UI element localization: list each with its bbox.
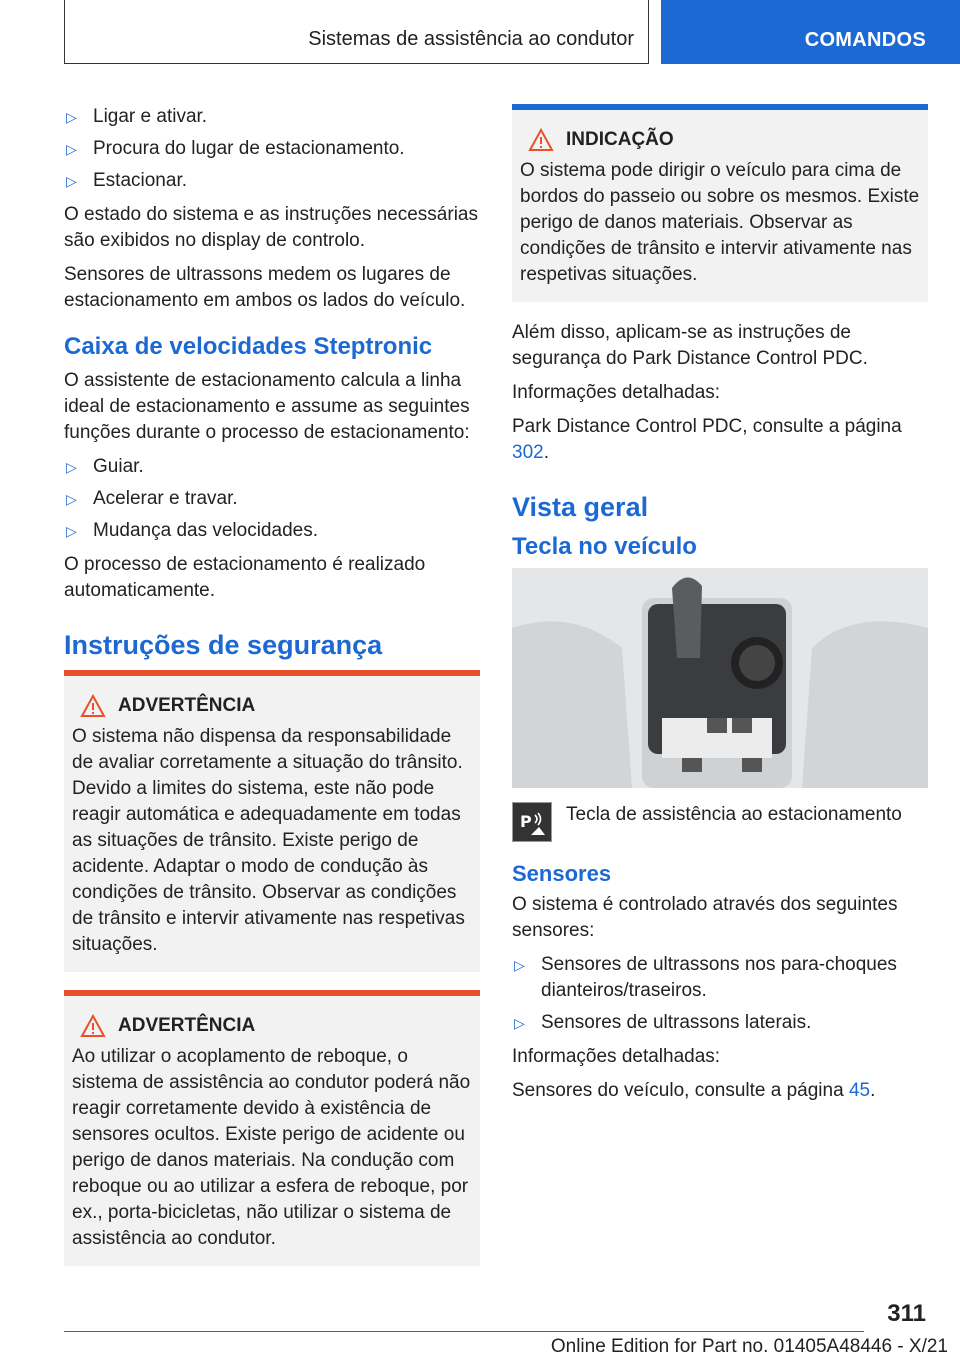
footer-edition: Online Edition for Part no. 01405A48446 - X/21 (550, 1336, 948, 1357)
bullet-list-steps (64, 104, 480, 194)
list-item: ▷ Acelerar e travar. (64, 486, 480, 512)
warning-title: ADVERTÊNCIA (118, 695, 256, 716)
triangle-bullet-icon: ▷ (66, 109, 77, 125)
console-photo (512, 568, 928, 788)
bullet-list-sensors (512, 952, 928, 1036)
warning-text: Ao utilizar o acoplamento de reboque, o sistema de assistência ao condutor poderá não reagir corretamente devido à existência de sensores ocultos. Existe perigo de acidente ou perigo de danos materiais. Na condução com reboque ou ao utilizar a esfera de reboque, por ex., porta-bicicletas, não utilizar o sistema de assistência ao condutor. (72, 1046, 471, 1249)
svg-text:P: P (520, 812, 532, 831)
list-item: ▷ Guiar. (64, 454, 480, 480)
paragraph: Sensores do veículo, consulte a página 45. (512, 1080, 876, 1101)
triangle-bullet-icon: ▷ (66, 491, 77, 507)
warning-box (64, 990, 480, 1266)
warning-box (64, 670, 480, 972)
paragraph: Além disso, aplicam-se as instruções de segurança do Park Distance Control PDC. (512, 322, 868, 369)
heading-steptronic: Caixa de velocidades Steptronic (64, 333, 433, 360)
paragraph: Sensores de ultrassons medem os lugares de estacionamento em ambos os lados do veículo. (64, 264, 466, 311)
heading-button: Tecla no veículo (512, 533, 697, 560)
list-item: ▷ Sensores de ultrassons nos para-choques dianteiros/traseiros. (514, 954, 897, 1001)
park-assist-button-icon (512, 802, 552, 842)
center-console-illustration (512, 568, 928, 788)
paragraph: Informações detalhadas: (512, 1046, 721, 1067)
page-number: 311 (887, 1300, 926, 1327)
caption (512, 802, 928, 842)
paragraph: O assistente de estacionamento calcula a linha ideal de estacionamento e assume as seguintes funções durante o processo de estacionamento: (64, 370, 470, 443)
heading-overview: Vista geral (512, 492, 649, 522)
warning-title: ADVERTÊNCIA (118, 1015, 256, 1036)
header-section-box (64, 0, 649, 64)
paragraph: Park Distance Control PDC, consulte a página 302. (512, 416, 902, 463)
paragraph: O processo de estacionamento é realizado automaticamente. (64, 554, 426, 601)
warning-triangle-icon (80, 1014, 106, 1038)
left-column (64, 104, 480, 1284)
list-item: ▷ Mudança das velocidades. (64, 518, 480, 544)
note-box (512, 104, 928, 302)
warning-triangle-icon (80, 694, 106, 718)
page-link-302[interactable]: 302 (512, 442, 544, 463)
list-item: ▷ Ligar e ativar. (64, 104, 480, 130)
caption-text: Tecla de assistência ao estacionamento (566, 804, 902, 825)
triangle-bullet-icon: ▷ (514, 957, 525, 973)
triangle-bullet-icon: ▷ (66, 523, 77, 539)
page-link-45[interactable]: 45 (848, 1080, 871, 1101)
triangle-bullet-icon: ▷ (66, 173, 77, 189)
paragraph: Informações detalhadas: (512, 382, 721, 403)
warning-text: O sistema não dispensa da responsabilidade de avaliar corretamente a situação do trânsito. Devido a limites do sistema, este não pode reagir automática e adequadamente em todas as situações de trânsito. Existe perigo de acidente. Adaptar o modo de condução às condições de trânsito. Observar as condições de trânsito e intervir ativamente nas respetivas situações. (72, 726, 465, 955)
triangle-bullet-icon: ▷ (66, 141, 77, 157)
header-section-title: Sistemas de assistência ao condutor (308, 28, 634, 50)
triangle-bullet-icon: ▷ (514, 1015, 525, 1031)
list-item: ▷ Estacionar. (64, 168, 480, 194)
note-text: O sistema pode dirigir o veículo para cima de bordos do passeio ou sobre os mesmos. Existe perigo de danos materiais. Observar as condições de trânsito e intervir ativamente nas respetivas situações. (520, 160, 920, 285)
heading-sensors: Sensores (512, 861, 612, 886)
heading-safety: Instruções de segurança (64, 630, 383, 660)
header-chapter-title: COMANDOS (804, 29, 926, 51)
warning-triangle-icon (528, 128, 554, 152)
right-column (512, 104, 928, 1112)
triangle-bullet-icon: ▷ (66, 459, 77, 475)
list-item: ▷ Sensores de ultrassons laterais. (512, 1010, 928, 1036)
footer-rule (64, 1331, 864, 1332)
bullet-list-functions (64, 454, 480, 544)
list-item: ▷ Procura do lugar de estacionamento. (64, 136, 480, 162)
note-title: INDICAÇÃO (566, 129, 674, 150)
paragraph: O estado do sistema e as instruções necessárias são exibidos no display de controlo. (64, 204, 478, 251)
header-chapter-tab (661, 0, 960, 64)
paragraph: O sistema é controlado através dos seguintes sensores: (512, 894, 898, 941)
